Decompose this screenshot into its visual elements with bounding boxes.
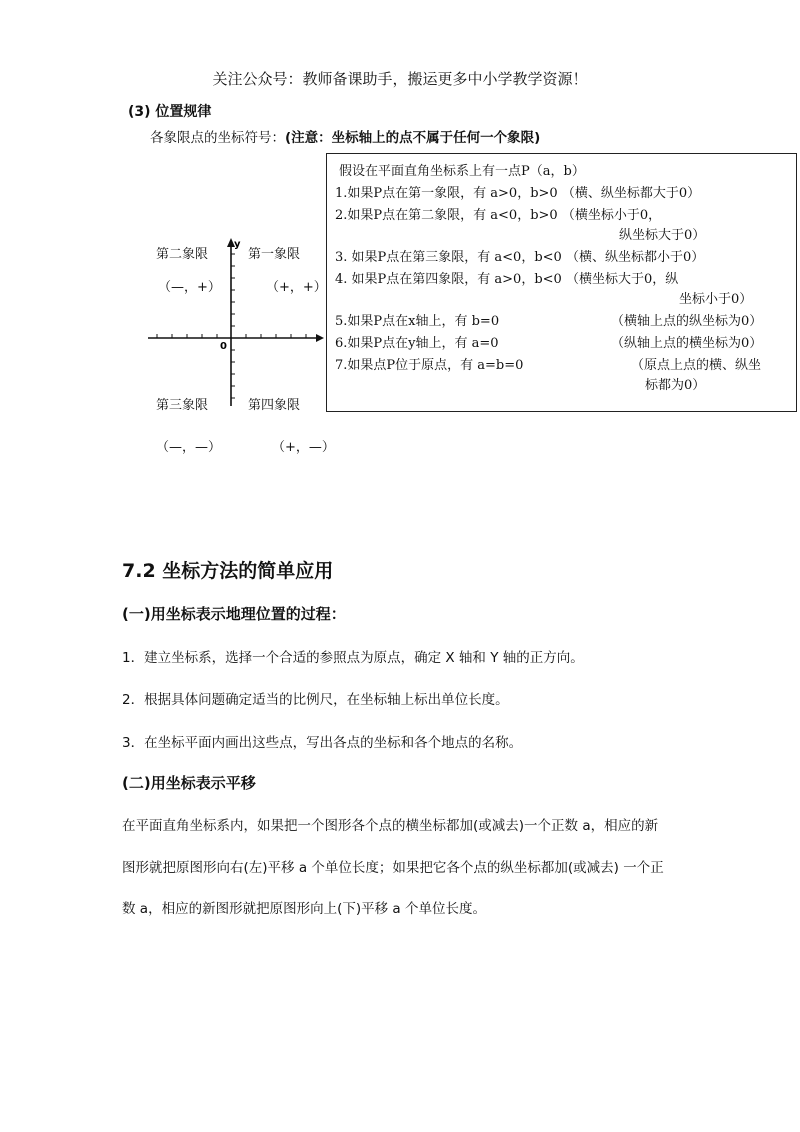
- rule-5: 5.如果P点在x轴上，有 b=0: [335, 314, 500, 329]
- rule-3: 3. 如果P点在第三象限，有 a<0，b<0 （横、纵坐标都小于0）: [335, 250, 705, 265]
- quadrant-3-label: 第三象限: [156, 398, 209, 413]
- step-3: 3．在坐标平面内画出这些点，写出各点的坐标和各个地点的名称。: [122, 735, 523, 751]
- translation-line-3: 数 a，相应的新图形就把原图形向上(下)平移 a 个单位长度。: [122, 901, 486, 917]
- axis-note: (注意：坐标轴上的点不属于任何一个象限): [285, 130, 541, 146]
- quadrant-2-sign: （—，+）: [158, 280, 221, 295]
- y-axis-label: y: [234, 239, 241, 250]
- step-2: 2．根据具体问题确定适当的比例尺，在坐标轴上标出单位长度。: [122, 692, 509, 708]
- quadrant-sign-intro: [150, 126, 540, 146]
- quadrant-3-sign: （—，—）: [156, 440, 222, 455]
- rule-2: 2.如果P点在第二象限，有 a<0，b>0 （横坐标小于0，: [335, 208, 662, 223]
- rule-7-note: （原点上点的横、纵坐: [631, 358, 762, 373]
- rule-7: 7.如果点P位于原点，有 a=b=0: [335, 358, 524, 373]
- rule-7-note-cont: 标都为0）: [645, 378, 706, 393]
- rule-4-cont: 坐标小于0）: [679, 292, 753, 307]
- quadrant-4-label: 第四象限: [248, 398, 301, 413]
- rule-6: 6.如果P点在y轴上，有 a=0: [335, 336, 499, 351]
- rule-1: 1.如果P点在第一象限，有 a>0，b>0 （横、纵坐标都大于0）: [335, 186, 701, 201]
- quadrant-rules-box: [326, 153, 797, 412]
- part2-title: (二)用坐标表示平移: [122, 774, 256, 792]
- quadrant-sign-intro-text: 各象限点的坐标符号：: [150, 130, 285, 146]
- translation-line-2: 图形就把原图形向右(左)平移 a 个单位长度；如果把它各个点的纵坐标都加(或减去) 一个正: [122, 860, 664, 876]
- section-title: 7.2 坐标方法的简单应用: [122, 560, 334, 582]
- quadrant-2-label: 第二象限: [156, 247, 209, 262]
- rule-4: 4. 如果P点在第四象限，有 a>0，b<0 （横坐标大于0，纵: [335, 272, 679, 287]
- page-header: 关注公众号：教师备课助手，搬运更多中小学教学资源！: [212, 70, 588, 88]
- origin-label: 0: [220, 341, 227, 352]
- step-1: 1．建立坐标系，选择一个合适的参照点为原点，确定 X 轴和 Y 轴的正方向。: [122, 650, 584, 666]
- translation-line-1: 在平面直角坐标系内，如果把一个图形各个点的横坐标都加(或减去)一个正数 a，相应的新: [122, 818, 659, 834]
- quadrant-1-label: 第一象限: [248, 247, 301, 262]
- x-axis-arrow: [316, 334, 324, 342]
- quadrant-1-sign: （+，+）: [266, 280, 327, 295]
- rule-2-cont: 纵坐标大于0）: [619, 228, 706, 243]
- position-rule-title: (3) 位置规律: [128, 104, 212, 120]
- box-intro: 假设在平面直角坐标系上有一点P（a，b）: [339, 164, 585, 179]
- rule-6-note: （纵轴上点的横坐标为0）: [611, 336, 763, 351]
- quadrant-4-sign: （+，—）: [272, 440, 335, 455]
- rule-5-note: （横轴上点的纵坐标为0）: [611, 314, 763, 329]
- part1-title: (一)用坐标表示地理位置的过程：: [122, 605, 346, 623]
